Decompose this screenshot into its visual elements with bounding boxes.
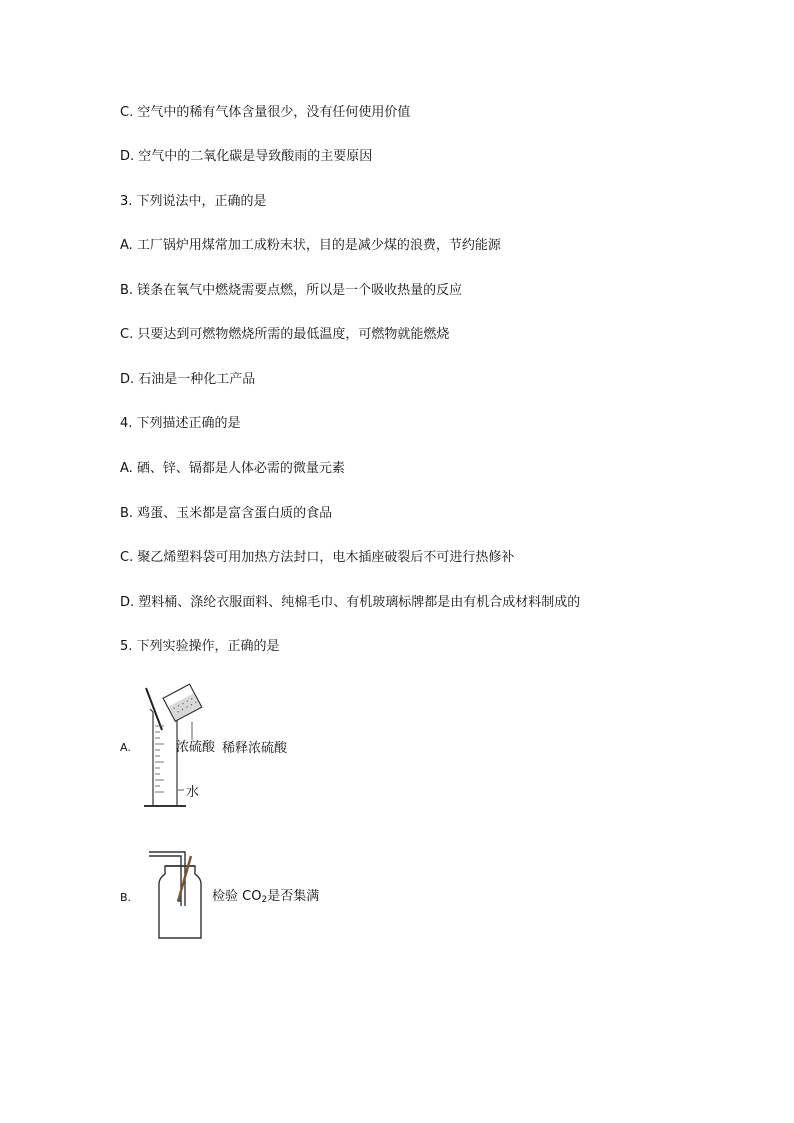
option-d-line: D. 空气中的二氧化碳是导致酸雨的主要原因 <box>120 149 373 164</box>
option-b-caption: 检验 $CO_2$是否集满 <box>212 889 320 905</box>
q4-option-b: B. 鸡蛋、玉米都是富含蛋白质的食品 <box>120 506 333 521</box>
flame-icon <box>177 898 181 902</box>
gas-bottle-figure <box>145 846 215 946</box>
option-a-caption: 稀释浓硫酸 <box>222 741 288 756</box>
gas-bottle <box>159 866 201 938</box>
q4-option-d: D. 塑料桶、涤纶衣服面料、纯棉毛巾、有机玻璃标牌都是由有机合成材料制成的 <box>120 595 581 610</box>
question-3-stem: 3. 下列说法中，正确的是 <box>120 194 267 209</box>
q5-option-b-label: B. <box>120 891 132 904</box>
question-5-stem: 5. 下列实验操作，正确的是 <box>120 639 280 654</box>
acid-label: 浓硫酸 <box>176 740 216 755</box>
q3-option-d: D. 石油是一种化工产品 <box>120 372 256 387</box>
q4-option-c: C. 聚乙烯塑料袋可用加热方法封口，电木插座破裂后不可进行热修补 <box>120 550 515 565</box>
water-label: 水 <box>186 785 200 800</box>
glass-rod <box>146 688 162 730</box>
q5-option-a-label: A. <box>120 741 131 754</box>
q4-option-a: A. 硒、锌、镉都是人体必需的微量元素 <box>120 461 345 476</box>
q3-option-b: B. 镁条在氧气中燃烧需要点燃，所以是一个吸收热量的反应 <box>120 283 463 298</box>
option-c-line: C. 空气中的稀有气体含量很少，没有任何使用价值 <box>120 105 411 120</box>
q3-option-c: C. 只要达到可燃物燃烧所需的最低温度，可燃物就能燃烧 <box>120 327 450 342</box>
beaker-figure <box>163 684 202 721</box>
graduated-cylinder <box>144 709 186 806</box>
question-4-stem: 4. 下列描述正确的是 <box>120 416 241 431</box>
q3-option-a: A. 工厂锅炉用煤常加工成粉末状，目的是减少煤的浪费，节约能源 <box>120 238 501 253</box>
graduation-marks <box>155 726 164 792</box>
